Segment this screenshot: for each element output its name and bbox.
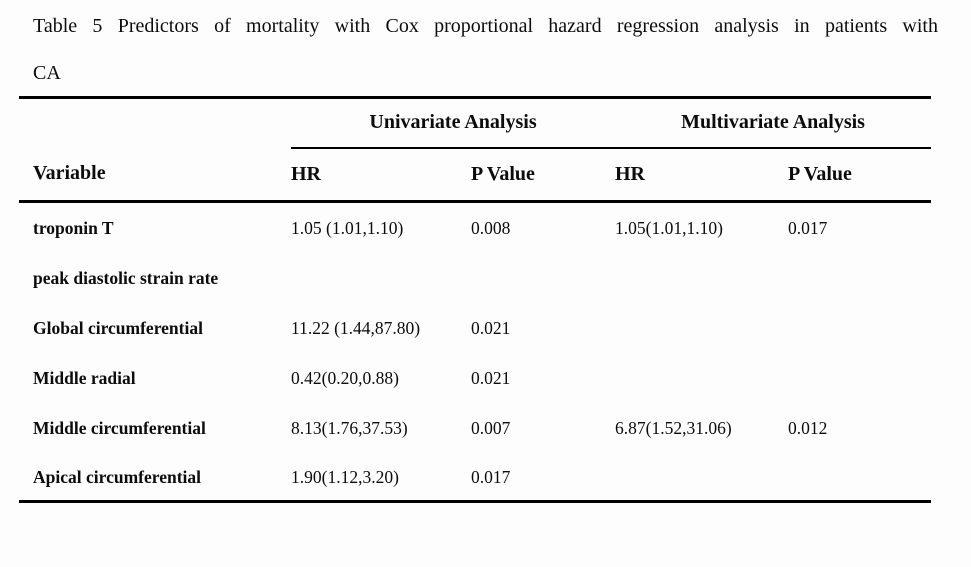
table-row xyxy=(19,202,931,252)
table-caption xyxy=(33,10,938,90)
cell-variable: troponin T xyxy=(33,218,114,239)
column-header-univariate-pvalue: P Value xyxy=(471,148,615,202)
cell-multivariate-pvalue xyxy=(788,452,931,502)
column-header-row xyxy=(19,148,931,202)
cell-univariate-pvalue: 0.021 xyxy=(471,367,511,388)
cell-univariate-pvalue: 0.017 xyxy=(471,466,511,487)
cell-univariate-hr xyxy=(291,252,471,302)
table-row xyxy=(19,402,931,452)
cell-variable: Apical circumferential xyxy=(33,466,201,487)
column-header-variable: Variable xyxy=(19,148,291,202)
cell-univariate-hr: 11.22 (1.44,87.80) xyxy=(291,317,421,338)
group-header-univariate: Univariate Analysis xyxy=(291,98,615,148)
cox-regression-table xyxy=(19,96,931,503)
cell-variable: Middle radial xyxy=(33,367,136,388)
column-header-multivariate-pvalue: P Value xyxy=(788,148,931,202)
column-header-univariate-hr: HR xyxy=(291,148,471,202)
cell-multivariate-pvalue: 0.012 xyxy=(788,417,828,438)
cell-multivariate-hr: 6.87(1.52,31.06) xyxy=(615,417,732,438)
cell-univariate-pvalue: 0.021 xyxy=(471,317,511,338)
cell-multivariate-pvalue xyxy=(788,252,931,302)
cell-variable: peak diastolic strain rate xyxy=(33,267,219,288)
table-row xyxy=(19,352,931,402)
cell-univariate-hr: 0.42(0.20,0.88) xyxy=(291,367,399,388)
cell-univariate-hr: 8.13(1.76,37.53) xyxy=(291,417,408,438)
cell-univariate-pvalue xyxy=(471,252,615,302)
cell-multivariate-hr: 1.05(1.01,1.10) xyxy=(615,218,723,239)
cell-variable: Middle circumferential xyxy=(33,417,206,438)
cell-univariate-hr: 1.90(1.12,3.20) xyxy=(291,466,399,487)
cell-multivariate-hr xyxy=(615,452,788,502)
group-header-multivariate: Multivariate Analysis xyxy=(615,98,931,148)
column-header-multivariate-hr: HR xyxy=(615,148,788,202)
table-caption-line1: Table 5 Predictors of mortality with Cox proportional hazard regression analysis in patients with xyxy=(33,15,938,37)
table-row xyxy=(19,252,931,302)
cell-univariate-pvalue: 0.008 xyxy=(471,218,511,239)
cell-univariate-hr: 1.05 (1.01,1.10) xyxy=(291,218,404,239)
table-row xyxy=(19,452,931,502)
group-header-row xyxy=(19,98,931,148)
table-row xyxy=(19,302,931,352)
cell-univariate-pvalue: 0.007 xyxy=(471,417,511,438)
group-header-spacer xyxy=(19,98,291,148)
cell-multivariate-hr xyxy=(615,352,788,402)
cell-multivariate-pvalue xyxy=(788,302,931,352)
cell-multivariate-hr xyxy=(615,302,788,352)
cell-multivariate-pvalue xyxy=(788,352,931,402)
cell-variable: Global circumferential xyxy=(33,317,203,338)
cell-multivariate-pvalue: 0.017 xyxy=(788,218,828,239)
table-caption-line2: CA xyxy=(33,62,61,84)
cell-multivariate-hr xyxy=(615,252,788,302)
